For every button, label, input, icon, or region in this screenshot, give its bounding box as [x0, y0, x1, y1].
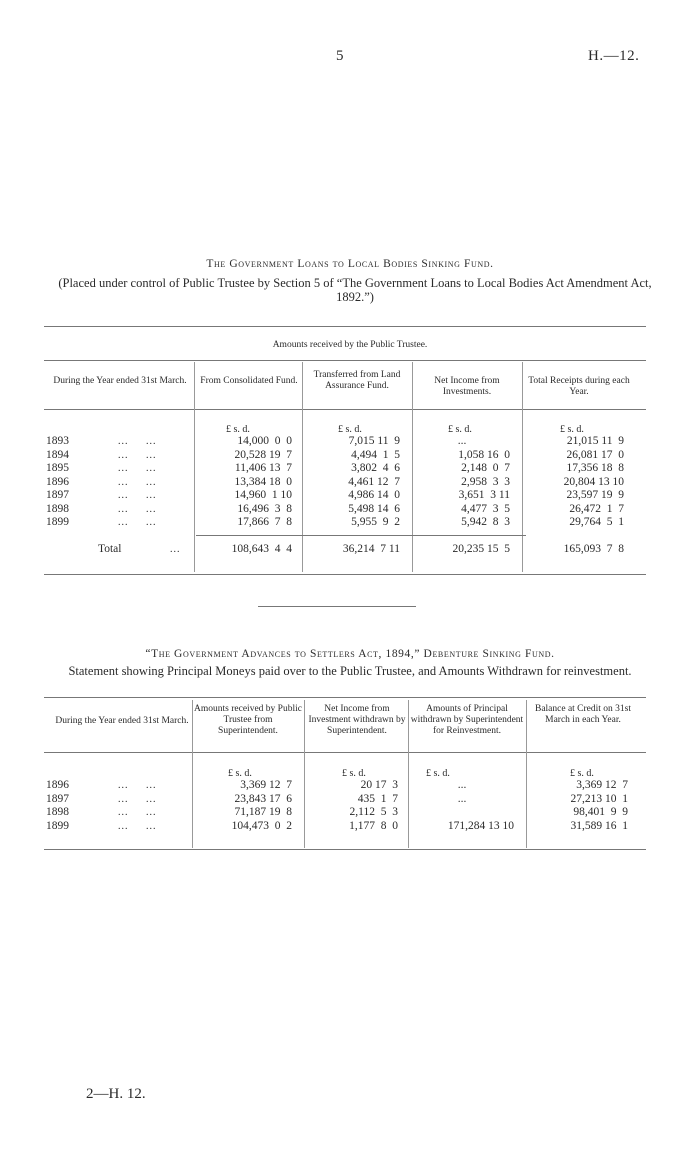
table1-col-total-receipts: Total Receipts during each Year. [528, 376, 630, 397]
table1-row-dots: ... ... [118, 476, 157, 488]
table1-row-cell: 23,597 19 9 [566, 489, 624, 501]
table1-row-dots: ... ... [118, 436, 157, 447]
table2-unit: £ s. d. [570, 768, 594, 779]
table1-row-cell: 4,494 1 5 [351, 448, 400, 461]
table2-row-cell: 2,112 5 3 [349, 806, 398, 818]
table1-caption-rule [44, 360, 646, 361]
table1-row-cell: 26,081 17 0 [566, 448, 624, 461]
table1-row-cell: 11,406 13 7 [234, 462, 292, 474]
table1-subtitle: (Placed under control of Public Trustee by Section 5 of “The Government Loans to Local Bodies Act Amendment Act, 1892.”) [58, 276, 652, 304]
table2-row-dots: ... ... [118, 820, 157, 832]
page-number: 5 [336, 48, 344, 64]
table1-top-rule [44, 326, 646, 327]
table2-vrule [526, 700, 527, 848]
table1-total-cell: 36,214 7 11 [342, 543, 400, 555]
table1-row-cell: 1,058 16 0 [458, 448, 510, 461]
table1-row-cell: 17,356 18 8 [566, 462, 624, 474]
table1-row-dots: ... ... [118, 503, 157, 515]
table2-col-balance: Balance at Credit on 31st March in each Year. [534, 704, 632, 725]
table2-row-dots: ... ... [118, 793, 157, 805]
table2-col-principal-withdrawn: Amounts of Principal withdrawn by Superintendent for Reinvestment. [410, 704, 524, 736]
table1-row-year: 1897 [46, 489, 69, 501]
table2-row-cell: 1,177 8 0 [349, 819, 398, 832]
table1-row-cell: 4,461 12 7 [348, 475, 400, 488]
table1-row-cell: 17,866 7 8 [237, 516, 292, 528]
table1-title: The Government Loans to Local Bodies Sinking Fund. [206, 258, 494, 270]
table1-vrule [522, 362, 523, 572]
table1-total-dots: ... [170, 544, 181, 555]
table2-bottom-rule [44, 849, 646, 850]
table1-row-cell: 29,764 5 1 [569, 516, 624, 528]
table1-row-year: 1899 [46, 516, 69, 528]
table2-row-cell: 435 1 7 [357, 792, 398, 805]
table2-col-net-income: Net Income from Investment withdrawn by Superintendent. [308, 704, 406, 736]
table1-row-year: 1893 [46, 435, 69, 447]
table1-row-cell: 5,942 8 3 [461, 516, 510, 528]
table2-row-year: 1896 [46, 779, 69, 791]
table1-row-cell: 26,472 1 7 [569, 502, 624, 515]
table1-row-year: 1898 [46, 502, 69, 515]
table1-row-cell: 20,528 19 7 [234, 448, 292, 461]
table1-row-cell: 5,955 9 2 [351, 516, 400, 528]
table1-unit: £ s. d. [338, 424, 362, 435]
table1-row-cell: 4,986 14 0 [348, 489, 400, 501]
table1-row-cell: 7,015 11 9 [348, 435, 400, 447]
table2-row-dots: ... ... [118, 807, 157, 818]
table1-vrule [194, 362, 195, 572]
table1-row-cell: 13,384 18 0 [234, 475, 292, 488]
table2-vrule [408, 700, 409, 848]
table2-row-cell: 104,473 0 2 [231, 819, 292, 832]
table2-vrule [192, 700, 193, 848]
table1-row-cell: 20,804 13 10 [563, 475, 624, 488]
table1-row-dots: ... ... [118, 463, 157, 474]
footer-code: 2—H. 12. [86, 1086, 146, 1102]
table1-row-year: 1894 [46, 448, 69, 461]
table1-row-cell: 3,802 4 6 [351, 462, 400, 474]
table2-row-cell: 20 17 3 [360, 779, 398, 791]
table2-row-year: 1897 [46, 792, 69, 805]
table1-total-cell: 108,643 4 4 [231, 543, 292, 555]
table1-unit: £ s. d. [448, 424, 472, 435]
table1-total-rule [196, 535, 526, 536]
table1-row-dots: ... ... [118, 449, 157, 461]
table2-vrule [304, 700, 305, 848]
table1-total-cell: 20,235 15 5 [452, 543, 510, 555]
table1-row-cell: 21,015 11 9 [566, 435, 624, 447]
table2-col-received: Amounts received by Public Trustee from Superintendent. [194, 704, 302, 736]
table2-row-dots: ... ... [118, 780, 157, 791]
table1-total-cell: 165,093 7 8 [563, 543, 624, 555]
table1-bottom-rule [44, 574, 646, 575]
table1-row-dots: ... ... [118, 517, 157, 528]
table1-total-label: Total [98, 543, 122, 555]
table1-row-cell: 2,148 0 7 [461, 462, 510, 474]
section-divider [258, 606, 416, 607]
table2-unit: £ s. d. [228, 768, 252, 779]
table2-row-cell: 27,213 10 1 [570, 792, 628, 805]
table2-header-rule [44, 752, 646, 753]
table2-row-year: 1898 [46, 806, 69, 818]
table1-row-dots: ... ... [118, 490, 157, 501]
table1-row-cell: 3,651 3 11 [458, 489, 510, 501]
table1-row-cell: 16,496 3 8 [237, 502, 292, 515]
table2-row-cell: 71,187 19 8 [234, 806, 292, 818]
table2-title: “The Government Advances to Settlers Act, 1894,” Debenture Sinking Fund. [145, 648, 555, 660]
table2-row-cell: 31,589 16 1 [570, 819, 628, 832]
table2-unit: £ s. d. [426, 768, 450, 779]
table1-unit: £ s. d. [560, 424, 584, 435]
table1-row-cell: 4,477 3 5 [461, 502, 510, 515]
table1-row-cell: ... [457, 435, 467, 447]
table2-row-cell: 3,369 12 7 [576, 779, 628, 791]
table2-subtitle: Statement showing Principal Moneys paid over to the Public Trustee, and Amounts Withdrawn for reinvestment. [68, 664, 632, 678]
table1-col-year: During the Year ended 31st March. [53, 376, 187, 386]
table1-row-cell: 14,000 0 0 [237, 435, 292, 447]
table2-col-year: During the Year ended 31st March. [55, 716, 189, 726]
document-code: H.—12. [588, 48, 640, 64]
table2-row-cell: 3,369 12 7 [240, 779, 292, 791]
table1-row-year: 1895 [46, 462, 69, 474]
table2-row-year: 1899 [46, 819, 69, 832]
table1-col-consolidated: From Consolidated Fund. [200, 376, 298, 386]
table2-unit: £ s. d. [342, 768, 366, 779]
table1-unit: £ s. d. [226, 424, 250, 435]
table1-vrule [302, 362, 303, 572]
table2-row-cell: 98,401 9 9 [573, 806, 628, 818]
table1-row-cell: 14,960 1 10 [234, 489, 292, 501]
table2-top-rule [44, 697, 646, 698]
table1-row-cell: 2,958 3 3 [461, 475, 510, 488]
table1-caption: Amounts received by the Public Trustee. [272, 340, 428, 350]
table1-vrule [412, 362, 413, 572]
table1-col-land-assurance: Transferred from Land Assurance Fund. [313, 370, 401, 391]
table2-row-cell: ... [457, 792, 467, 805]
table1-row-year: 1896 [46, 475, 69, 488]
table1-header-rule [44, 409, 646, 410]
table1-col-net-income: Net Income from Investments. [434, 376, 500, 397]
table2-row-cell: ... [457, 779, 467, 791]
table2-row-cell: 23,843 17 6 [234, 792, 292, 805]
table1-row-cell: 5,498 14 6 [348, 502, 400, 515]
table2-row-cell: 171,284 13 10 [447, 819, 514, 832]
